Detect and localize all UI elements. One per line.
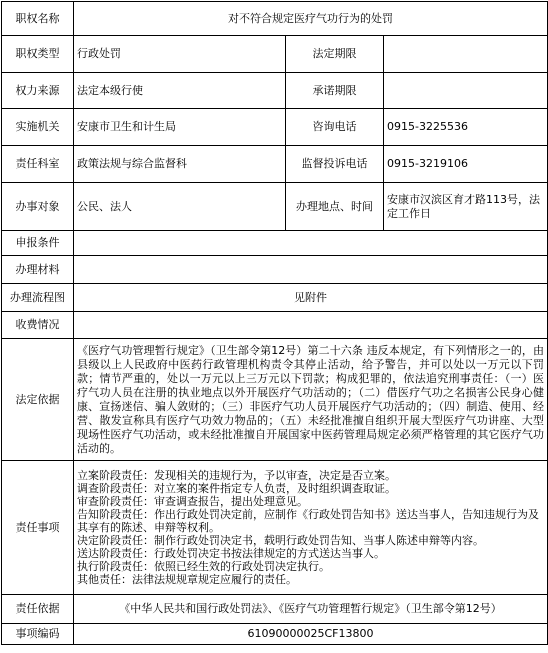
label-promised-deadline: 承诺期限: [286, 73, 384, 109]
label-power-name: 职权名称: [2, 2, 74, 36]
label-department: 责任科室: [2, 146, 74, 183]
label-item-code: 事项编码: [2, 624, 74, 645]
label-flowchart: 办理流程图: [2, 284, 74, 312]
row-power-source: [2, 73, 548, 109]
power-detail-table: [1, 1, 548, 645]
row-liability-basis: [2, 595, 548, 624]
row-fees: [2, 312, 548, 339]
value-legal-basis: 《医疗气功管理暂行规定》（卫生部令第12号）第二十六条 违反本规定，有下列情形之一的，由县级以上人民政府中医药行政管理机构责令其停止活动，给予警告，并可以处以一万元以下罚款；情节严重的，处以一万元以上三万元以下罚款；构成犯罪的，依法追究刑事责任：（一）医疗气功人员在注册的执业地点以外开展医疗气功活动的；（二）借医疗气功之名损害公民身心健康、宣扬迷信、骗人敛财的；（三）非医疗气功人员开展医疗气功活动的；（四）制造、使用、经营、散发宣称具有医疗气功效力物品的；（五）未经批准擅自组织开展大型医疗气功讲座、大型现场性医疗气功活动，或未经批准擅自开展国家中医药管理局规定必须严格管理的其它医疗气功活动的。: [77, 343, 545, 455]
duty-execution: 执行阶段责任：依照已经生效的行政处罚决定执行。: [77, 560, 330, 573]
label-location-time: 办理地点、时间: [286, 183, 384, 231]
value-conditions: [74, 231, 548, 256]
row-power-name: [2, 2, 548, 36]
value-legal-deadline: [384, 36, 548, 73]
label-complaint-phone: 监督投诉电话: [286, 146, 384, 183]
value-department: 政策法规与综合监督科: [74, 146, 286, 183]
duty-filing: 立案阶段责任：发现相关的违规行为，予以审查，决定是否立案。: [77, 469, 396, 482]
value-agency: 安康市卫生和计生局: [74, 109, 286, 146]
row-flowchart: [2, 284, 548, 312]
row-department: [2, 146, 548, 183]
row-conditions: [2, 231, 548, 256]
label-agency: 实施机关: [2, 109, 74, 146]
duty-investigation: 调查阶段责任：对立案的案件指定专人负责，及时组织调查取证。: [77, 482, 396, 495]
row-materials: [2, 256, 548, 284]
value-consult-phone: 0915-3225536: [384, 109, 548, 146]
label-conditions: 申报条件: [2, 231, 74, 256]
duty-other: 其他责任：法律法规规章规定应履行的责任。: [77, 573, 297, 586]
label-service-target: 办事对象: [2, 183, 74, 231]
value-power-type: 行政处罚: [74, 36, 286, 73]
label-duties: 责任事项: [2, 461, 74, 595]
row-power-type: [2, 36, 548, 73]
row-agency: [2, 109, 548, 146]
label-liability-basis: 责任依据: [2, 595, 74, 624]
value-item-code: 61090000025CF13800: [74, 624, 548, 645]
value-flowchart: 见附件: [74, 284, 548, 312]
label-fees: 收费情况: [2, 312, 74, 339]
value-duties: [74, 461, 548, 595]
duty-notification: 告知阶段责任：作出行政处罚决定前，应制作《行政处罚告知书》送达当事人，告知违规行为及其享有的陈述、申辩等权利。: [77, 508, 539, 534]
label-consult-phone: 咨询电话: [286, 109, 384, 146]
label-legal-basis: 法定依据: [2, 339, 74, 461]
label-legal-deadline: 法定期限: [286, 36, 384, 73]
label-power-type: 职权类型: [2, 36, 74, 73]
duty-review: 审查阶段责任：审查调查报告，提出处理意见。: [77, 495, 308, 508]
value-power-source: 法定本级行使: [74, 73, 286, 109]
duty-delivery: 送达阶段责任：行政处罚决定书按法律规定的方式送达当事人。: [77, 547, 385, 560]
value-promised-deadline: [384, 73, 548, 109]
row-item-code: [2, 624, 548, 645]
duty-decision: 决定阶段责任：制作行政处罚决定书，载明行政处罚告知、当事人陈述申辩等内容。: [77, 534, 484, 547]
value-materials: [74, 256, 548, 284]
value-fees: [74, 312, 548, 339]
value-power-name: 对不符合规定医疗气功行为的处罚: [74, 2, 548, 36]
value-location-time: 安康市汉滨区育才路113号，法定工作日: [384, 183, 548, 231]
row-legal-basis: [2, 339, 548, 461]
label-power-source: 权力来源: [2, 73, 74, 109]
value-legal-basis-cell: [74, 339, 548, 461]
row-duties: [2, 461, 548, 595]
value-complaint-phone: 0915-3219106: [384, 146, 548, 183]
value-liability-basis: 《中华人民共和国行政处罚法》、《医疗气功管理暂行规定》（卫生部令第12号）: [74, 595, 548, 624]
label-materials: 办理材料: [2, 256, 74, 284]
value-service-target: 公民、法人: [74, 183, 286, 231]
row-service-target: [2, 183, 548, 231]
